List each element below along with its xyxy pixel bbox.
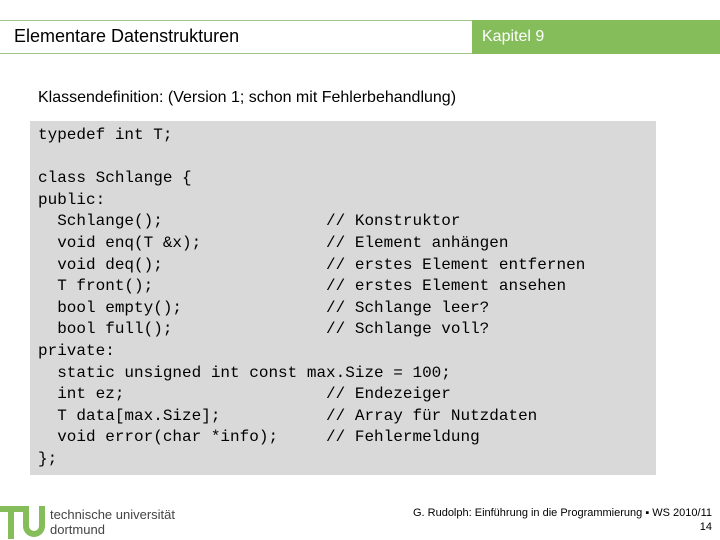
footer-author-line: G. Rudolph: Einführung in die Programmierung ▪ WS 2010/11 bbox=[412, 507, 712, 519]
university-name bbox=[50, 507, 175, 537]
page-title: Elementare Datenstrukturen bbox=[14, 26, 240, 46]
logo-line-2: dortmund bbox=[50, 522, 105, 537]
logo-line-1: technische universität bbox=[50, 507, 176, 522]
code-listing: typedef int T; class Schlange { public: Schlange(); // Konstruktor void enq(T &x); // Element anhängen void deq(); // erstes Element entfernen T front(); // erstes Element ansehen bool empty(); // Schlange leer? bool full(); // Schlange voll? private: static unsigned int const max.Size = 100; int ez; // Endezeiger T data[max.Size]; // Array für Nutzdaten void error(char *info); // Fehlermeldung }; bbox=[38, 126, 586, 468]
chapter-badge: Kapitel 9 bbox=[472, 20, 720, 54]
footer-credit bbox=[413, 506, 712, 534]
slide-subtitle: Klassendefinition: (Version 1; schon mit Fehlerbehandlung) bbox=[38, 89, 457, 106]
page-number: 14 bbox=[699, 521, 712, 533]
